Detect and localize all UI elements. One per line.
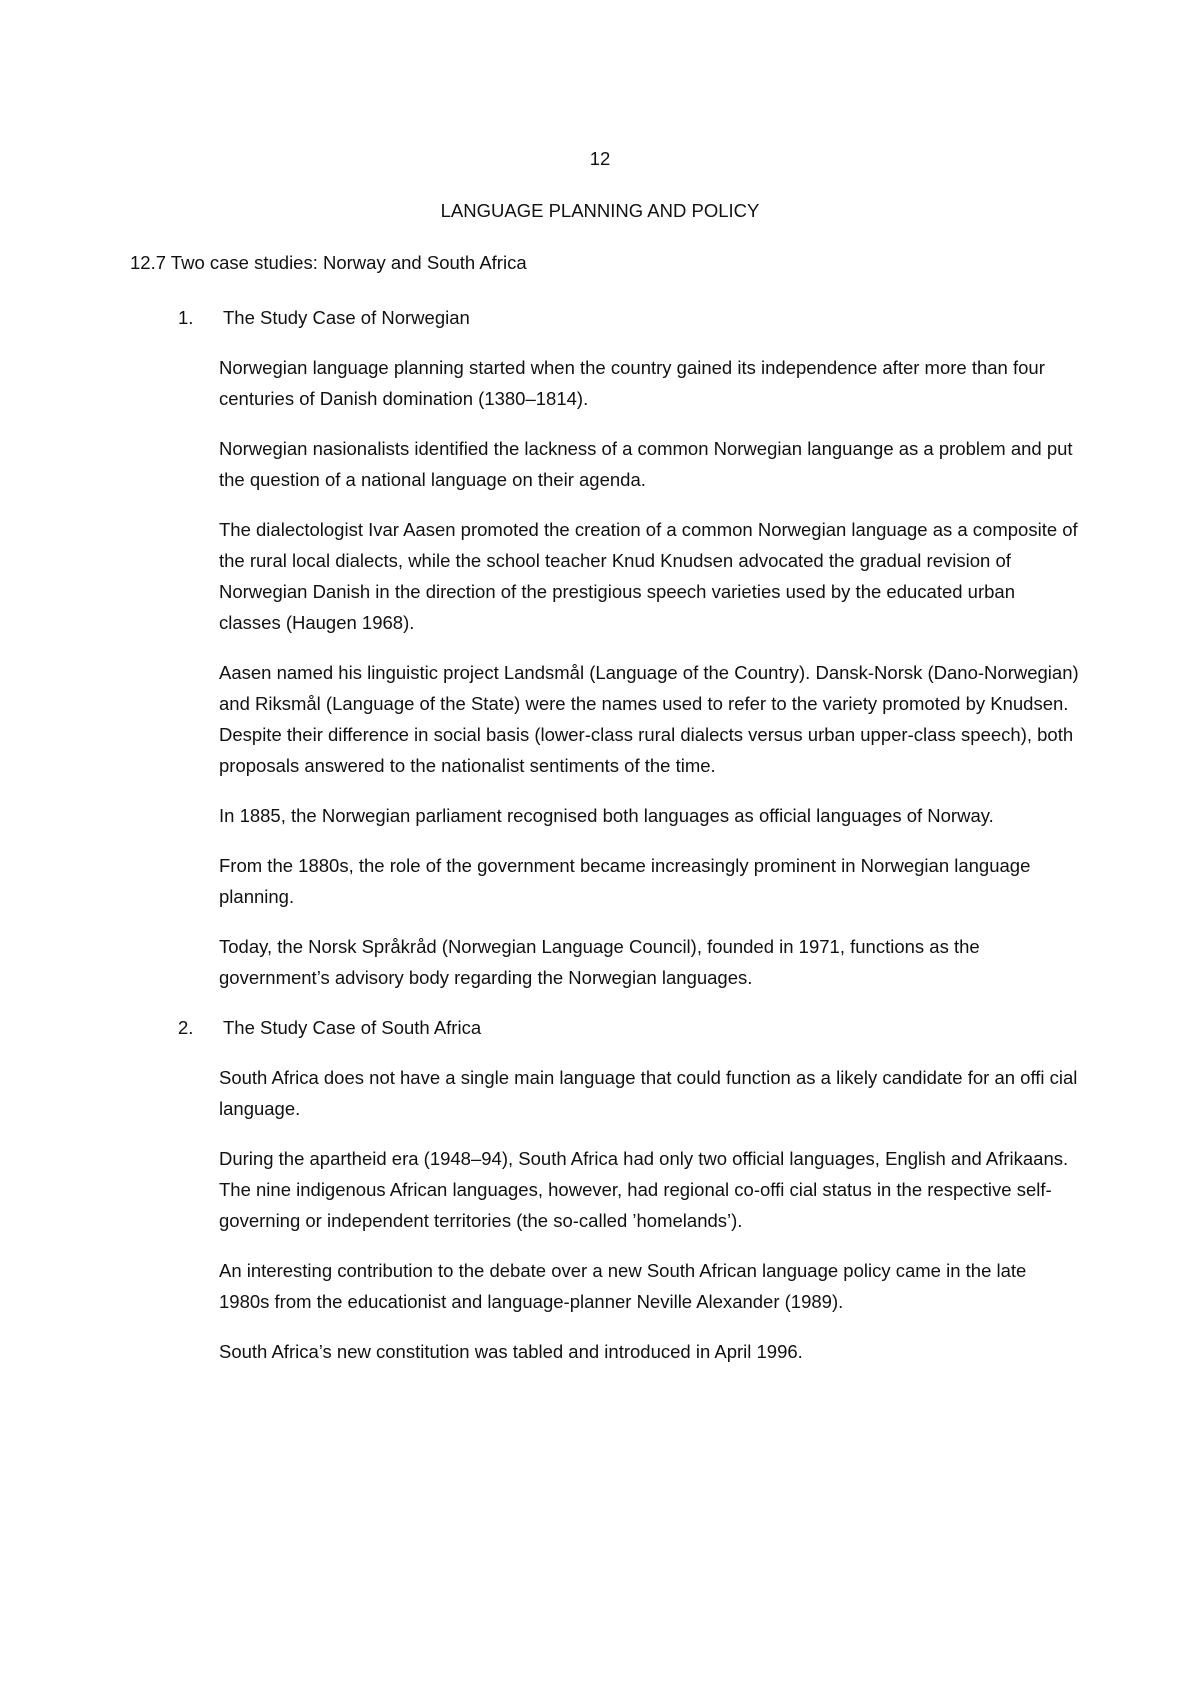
case-study-title: The Study Case of Norwegian xyxy=(223,307,470,328)
list-number: 2. xyxy=(178,1017,194,1038)
case-study-heading-south-africa xyxy=(130,1012,1070,1043)
paragraph: Norwegian nasionalists identified the lackness of a common Norwegian languange as a problem and put the question of a national language on their agenda. xyxy=(219,438,1073,490)
document-body xyxy=(130,302,1079,1367)
chapter-title: LANGUAGE PLANNING AND POLICY xyxy=(440,200,760,221)
paragraph: An interesting contribution to the debate over a new South African language policy came in the late 1980s from the educationist and language-planner Neville Alexander (1989). xyxy=(219,1260,1027,1312)
paragraph: Today, the Norsk Språkråd (Norwegian Language Council), founded in 1971, functions as the government’s advisory body regarding the Norwegian languages. xyxy=(219,936,980,988)
paragraph: In 1885, the Norwegian parliament recognised both languages as official languages of Norway. xyxy=(219,805,994,826)
paragraph: South Africa does not have a single main language that could function as a likely candidate for an offi cial language. xyxy=(219,1067,1078,1119)
paragraph: During the apartheid era (1948–94), South Africa had only two official languages, English and Afrikaans. The nine indigenous African languages, however, had regional co-offi cial status in the respective self-governing or independent territories (the so-called ’homelands’). xyxy=(219,1148,1069,1231)
paragraph: Aasen named his linguistic project Landsmål (Language of the Country). Dansk-Norsk (Dano-Norwegian) and Riksmål (Language of the State) were the names used to refer to the variety promoted by Knudsen. Despite their difference in social basis (lower-class rural dialects versus urban upper-class speech), both proposals answered to the nationalist sentiments of the time. xyxy=(219,662,1079,776)
paragraph: The dialectologist Ivar Aasen promoted the creation of a common Norwegian language as a composite of the rural local dialects, while the school teacher Knud Knudsen advocated the gradual revision of Norwegian Danish in the direction of the prestigious speech varieties used by the educated urban classes (Haugen 1968). xyxy=(219,519,1078,633)
paragraph: From the 1880s, the role of the government became increasingly prominent in Norwegian language planning. xyxy=(219,855,1031,907)
paragraph: South Africa’s new constitution was tabled and introduced in April 1996. xyxy=(219,1341,803,1362)
paragraph: Norwegian language planning started when the country gained its independence after more than four centuries of Danish domination (1380–1814). xyxy=(219,357,1045,409)
case-study-title: The Study Case of South Africa xyxy=(223,1017,482,1038)
section-heading: 12.7 Two case studies: Norway and South Africa xyxy=(130,252,527,273)
list-number: 1. xyxy=(178,307,194,328)
page-number: 12 xyxy=(589,148,611,169)
case-study-heading-norway xyxy=(130,302,1070,333)
